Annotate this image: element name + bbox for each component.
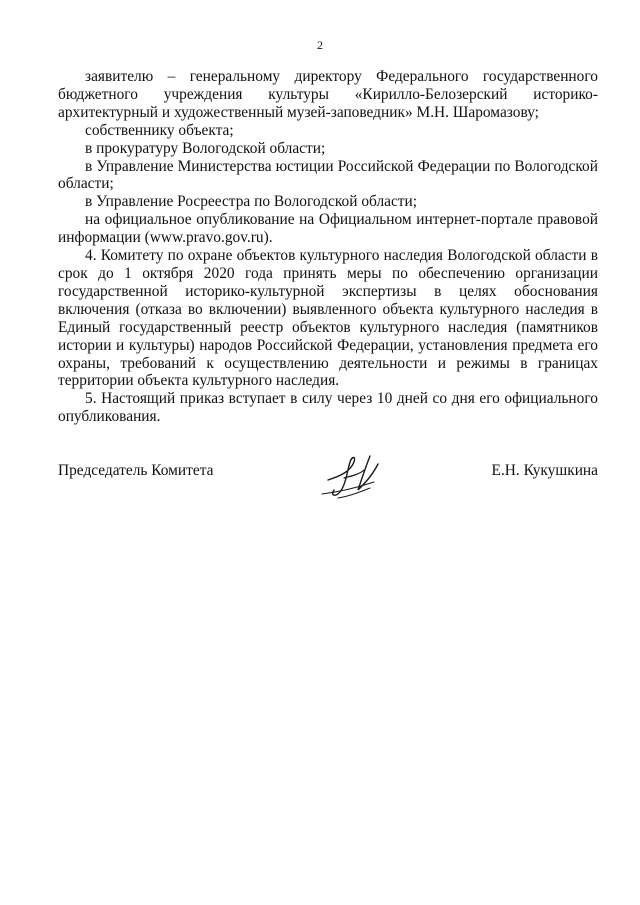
paragraph-item-5: 5. Настоящий приказ вступает в силу через 10 дней со дня его официального опубликования.	[58, 390, 598, 426]
handwritten-signature	[320, 450, 390, 502]
paragraph-recipient-prosecutor: в прокуратуру Вологодской области;	[85, 139, 326, 157]
paragraph-recipient-owner: собственнику объекта;	[85, 121, 234, 139]
paragraph-item-4: 4. Комитету по охране объектов культурного наследия Вологодской области в срок до 1 октября 2020 года принять меры по обеспечению организации государственной историко-культурной экспертизы в целях обоснования включения (отказа во включении) выявленного объекта культурного наследия в Единый государственный реестр объектов культурного наследия (памятников истории и культуры) народов Российской Федерации, установления предмета его охраны, требований к осуществлению деятельности и режимы в границах территории объекта культурного наследия.	[58, 247, 598, 390]
paragraph-recipient-applicant: заявителю – генеральному директору Федерального государственного бюджетного учреждения культуры «Кирилло-Белозерский историко-архитектурный и художественный музей-заповедник» М.Н. Шаромазову;	[58, 68, 598, 121]
signature-block	[58, 450, 598, 510]
signatory-title: Председатель Комитета	[58, 462, 214, 479]
paragraph-recipient-rosreestr: в Управление Росреестра по Вологодской области;	[85, 193, 418, 211]
document-body	[58, 68, 598, 426]
signatory-name: Е.Н. Кукушкина	[491, 462, 598, 479]
page-number: 2	[317, 38, 323, 52]
paragraph-recipient-justice-ministry: в Управление Министерства юстиции Российской Федерации по Вологодской области;	[58, 157, 598, 193]
paragraph-official-publication: на официальное опубликование на Официальном интернет-портале правовой информации (www.pravo.gov.ru).	[58, 211, 598, 247]
